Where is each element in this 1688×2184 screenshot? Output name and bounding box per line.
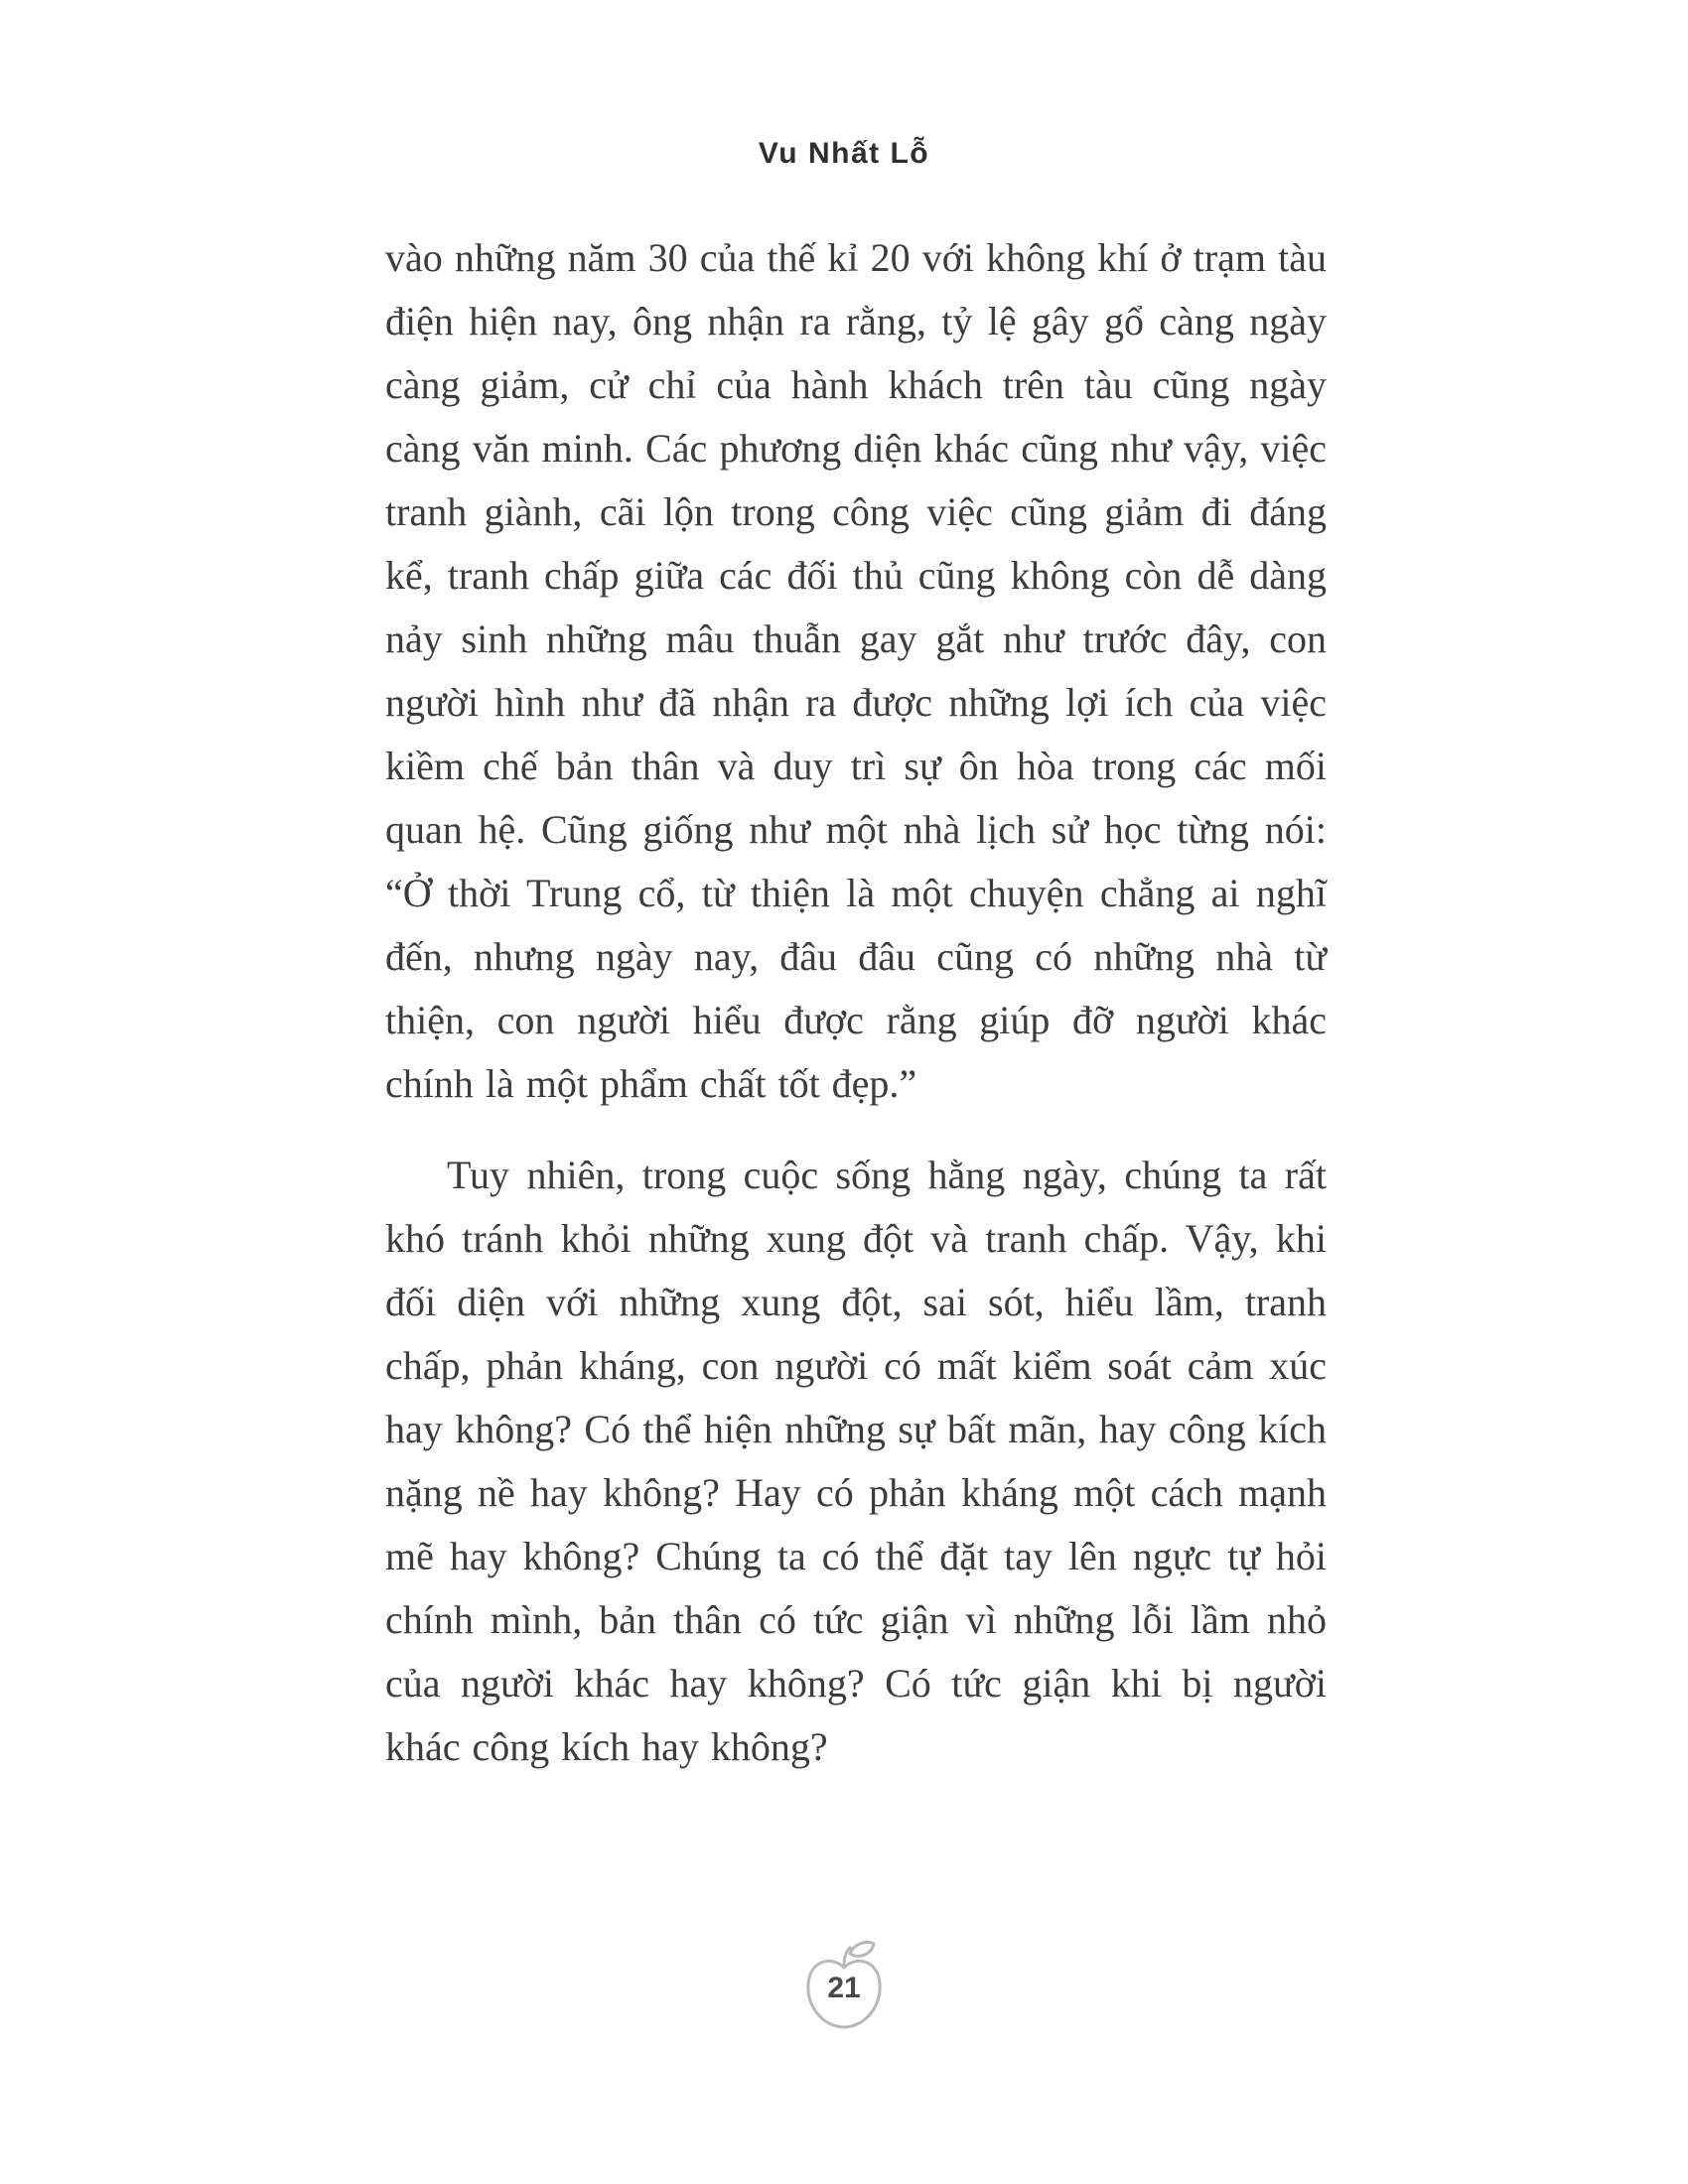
paragraph: Tuy nhiên, trong cuộc sống hằng ngày, chúng ta rất khó tránh khỏi những xung đột và tranh chấp. Vậy, khi đối diện với những xung đột, sai sót, hiểu lầm, tranh chấp, phản kháng, con người có mất kiểm soát cảm xúc hay không? Có thể hiện những sự bất mãn, hay công kích nặng nề hay không? Hay có phản kháng một cách mạnh mẽ hay không? Chúng ta có thể đặt tay lên ngực tự hỏi chính mình, bản thân có tức giận vì những lỗi lầm nhỏ của người khác hay không? Có tức giận khi bị người khác công kích hay không?: [385, 1153, 1327, 1769]
body-text-block: [385, 226, 1327, 1807]
paragraph: vào những năm 30 của thế kỉ 20 với không khí ở trạm tàu điện hiện nay, ông nhận ra rằng, tỷ lệ gây gổ càng ngày càng giảm, cử chỉ của hành khách trên tàu cũng ngày càng văn minh. Các phương diện khác cũng như vậy, việc tranh giành, cãi lộn trong công việc cũng giảm đi đáng kể, tranh chấp giữa các đối thủ cũng không còn dễ dàng nảy sinh những mâu thuẫn gay gắt như trước đây, con người hình như đã nhận ra được những lợi ích của việc kiềm chế bản thân và duy trì sự ôn hòa trong các mối quan hệ. Cũng giống như một nhà lịch sử học từng nói: “Ở thời Trung cổ, từ thiện là một chuyện chẳng ai nghĩ đến, nhưng ngày nay, đâu đâu cũng có những nhà từ thiện, con người hiểu được rằng giúp đỡ người khác chính là một phẩm chất tốt đẹp.”: [385, 235, 1327, 1106]
page-footer: [0, 1938, 1688, 2037]
running-head: Vu Nhất Lỗ: [758, 137, 930, 170]
page-number-ornament: [800, 1938, 888, 2037]
page-number: 21: [827, 1972, 861, 2004]
